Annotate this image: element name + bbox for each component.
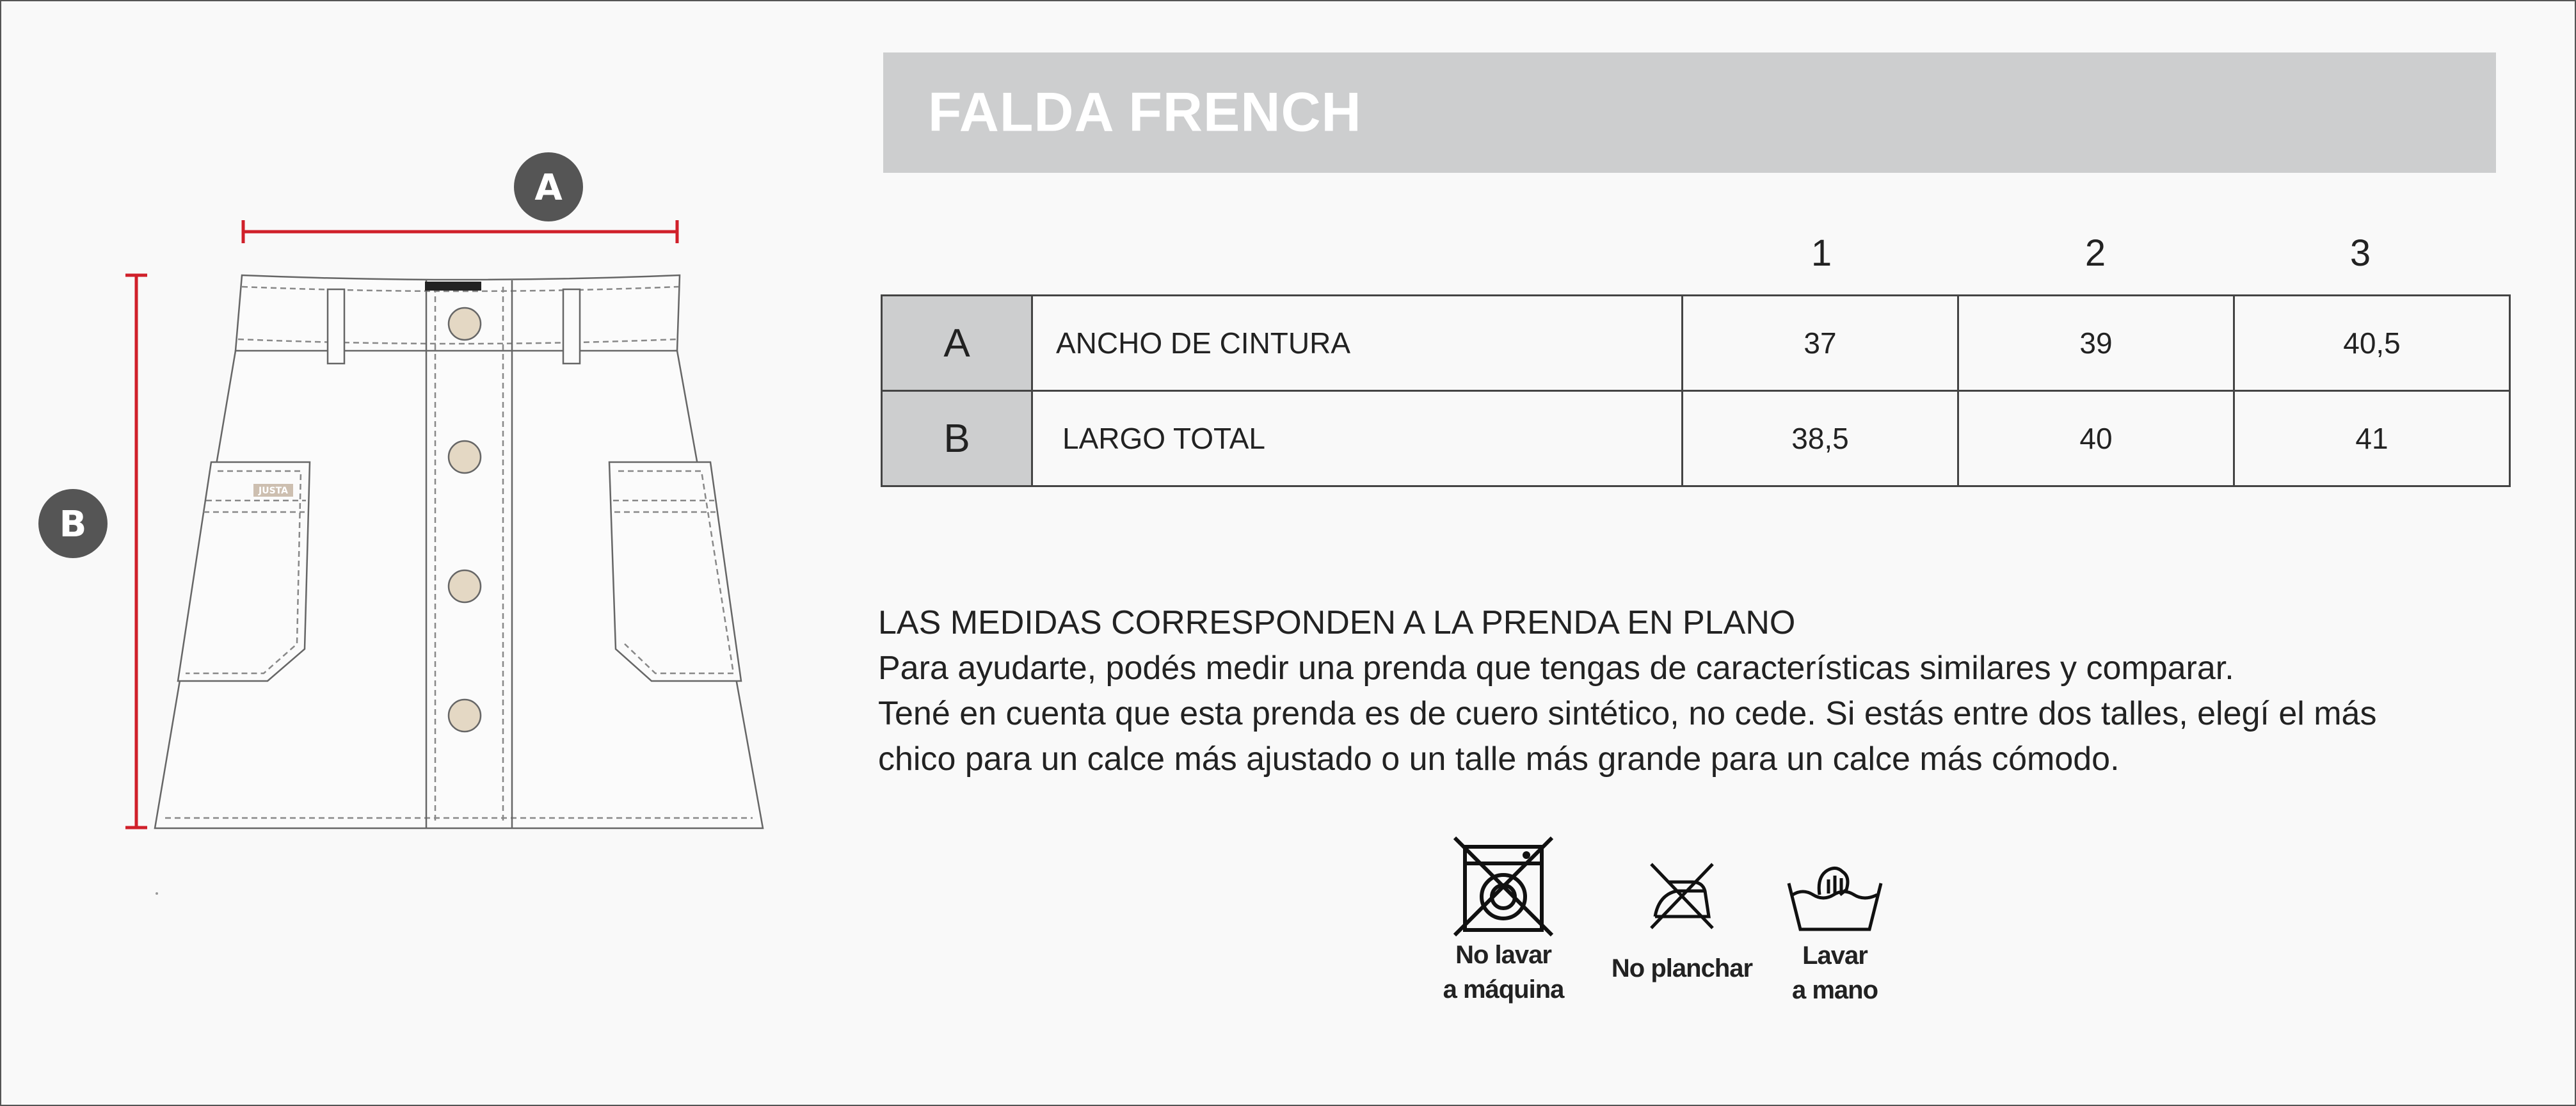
size-header-3: 3: [2349, 232, 2371, 274]
row-key: A: [882, 296, 1032, 391]
table-cell: 41: [2234, 391, 2510, 486]
marker-a-label: A: [534, 167, 563, 209]
measurement-notes: [878, 600, 2414, 782]
table-cell: 38,5: [1683, 391, 1958, 486]
measure-line-b: [125, 275, 147, 828]
product-title: FALDA FRENCH: [928, 81, 1362, 143]
table-row: [882, 296, 2510, 391]
no-machine-wash-icon: [1452, 835, 1555, 938]
row-label: ANCHO DE CINTURA: [1032, 296, 1683, 391]
measure-line-a: [243, 220, 677, 243]
care-label: No planchar: [1611, 954, 1753, 982]
care-no-iron: [1605, 858, 1759, 986]
title-banner: [883, 52, 2496, 173]
care-label: Lavar: [1802, 942, 1868, 970]
care-no-machine-wash: [1436, 835, 1571, 1007]
hand-wash-icon: [1784, 858, 1886, 934]
table-cell: 39: [1958, 296, 2234, 391]
care-label: a máquina: [1443, 975, 1564, 1004]
notes-line: chico para un calce más ajustado o un talle más grande para un calce más cómodo.: [878, 741, 2120, 778]
brand-tag: [253, 484, 293, 497]
row-key: B: [882, 391, 1032, 486]
skirt-diagram: [0, 0, 832, 928]
table-cell: 40: [1958, 391, 2234, 486]
marker-a-badge: [514, 152, 583, 221]
care-hand-wash: [1780, 858, 1889, 1007]
table-cell: 37: [1683, 296, 1958, 391]
size-header-2: 2: [2084, 232, 2106, 274]
skirt-outline: [155, 275, 763, 828]
table-row: [882, 391, 2510, 486]
table-cell: 40,5: [2234, 296, 2510, 391]
brand-tag-label: JUSTA: [259, 486, 288, 496]
notes-line: Para ayudarte, podés medir una prenda que tengas de características similares y comparar.: [878, 650, 2234, 687]
marker-b-badge: [38, 489, 108, 558]
marker-b-label: B: [59, 504, 87, 545]
notes-line: Tené en cuenta que esta prenda es de cuero sintético, no cede. Si estás entre dos talles, elegí el más: [878, 695, 2377, 732]
no-iron-icon: [1644, 858, 1720, 934]
care-label: a mano: [1791, 976, 1878, 1004]
size-table: [881, 294, 2511, 487]
row-label: LARGO TOTAL: [1032, 391, 1683, 486]
notes-heading: LAS MEDIDAS CORRESPONDEN A LA PRENDA EN PLANO: [878, 604, 1796, 641]
care-label: No lavar: [1455, 941, 1551, 969]
size-header-1: 1: [1811, 232, 1832, 274]
